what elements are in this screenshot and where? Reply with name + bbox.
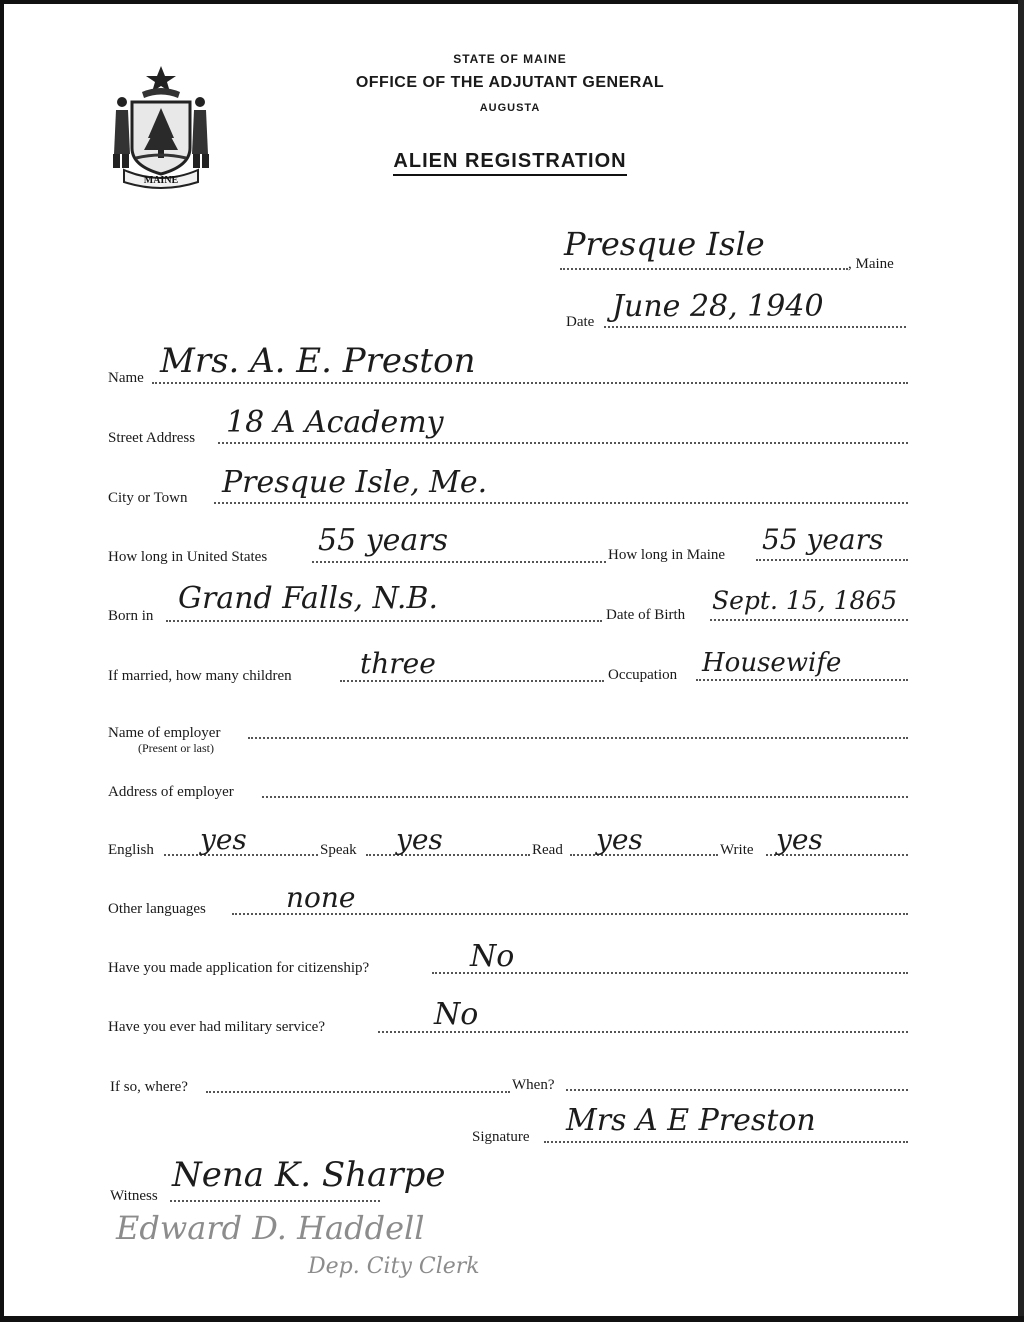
write-entry: yes xyxy=(776,823,823,856)
dob-label: Date of Birth xyxy=(606,607,686,623)
us-years-entry: 55 years xyxy=(318,523,449,558)
employer-line xyxy=(248,737,908,739)
signature-label: Signature xyxy=(472,1129,530,1145)
speak-line xyxy=(366,854,530,856)
maine-years-label: How long in Maine xyxy=(608,547,726,563)
where-label: If so, where? xyxy=(110,1079,188,1095)
employer-label: Name of employer xyxy=(108,725,221,741)
where-line xyxy=(206,1091,510,1093)
occupation-line xyxy=(696,679,908,681)
dob-line xyxy=(710,619,908,621)
english-label: English xyxy=(108,842,154,858)
date-line xyxy=(604,326,906,328)
svg-text:MAINE: MAINE xyxy=(143,175,179,186)
street-label: Street Address xyxy=(108,430,196,446)
city-heading: AUGUSTA xyxy=(479,102,541,114)
street-line xyxy=(218,442,908,444)
us-years-label: How long in United States xyxy=(108,549,268,565)
occupation-label: Occupation xyxy=(608,667,678,683)
read-line xyxy=(570,854,718,856)
maine-state-seal-icon xyxy=(108,62,214,190)
date-entry: June 28, 1940 xyxy=(612,289,824,324)
maine-years-line xyxy=(756,559,908,561)
when-label: When? xyxy=(512,1077,555,1093)
form-title: ALIEN REGISTRATION xyxy=(393,150,626,176)
witness-second-entry: Edward D. Haddell xyxy=(116,1209,425,1247)
scan-border-bottom xyxy=(0,1316,1024,1322)
witness-second-title: Dep. City Clerk xyxy=(308,1254,480,1279)
employer-address-line xyxy=(262,796,908,798)
when-line xyxy=(566,1089,908,1091)
name-label: Name xyxy=(108,370,144,386)
speak-entry: yes xyxy=(396,823,443,856)
scan-border-right xyxy=(1018,0,1024,1322)
scan-border-left xyxy=(0,0,4,1322)
city-label: City or Town xyxy=(108,490,188,506)
children-line xyxy=(340,680,604,682)
write-label: Write xyxy=(720,842,754,858)
us-years-line xyxy=(312,561,606,563)
children-entry: three xyxy=(360,647,436,680)
citizenship-entry: No xyxy=(470,939,515,974)
state-heading: STATE OF MAINE xyxy=(453,52,567,66)
city-line xyxy=(214,502,908,504)
city-entry: Presque Isle, Me. xyxy=(222,465,488,500)
military-entry: No xyxy=(434,997,479,1032)
dob-entry: Sept. 15, 1865 xyxy=(712,586,898,615)
children-label: If married, how many children xyxy=(108,668,292,684)
read-label: Read xyxy=(532,842,563,858)
street-entry: 18 A Academy xyxy=(226,405,444,440)
witness-label: Witness xyxy=(110,1188,158,1204)
read-entry: yes xyxy=(596,823,643,856)
name-line xyxy=(152,382,908,384)
maine-years-entry: 55 years xyxy=(762,523,884,556)
place-line xyxy=(560,268,848,270)
maine-label: , Maine xyxy=(848,256,894,272)
other-languages-entry: none xyxy=(286,881,356,914)
place-entry: Presque Isle xyxy=(564,225,765,263)
speak-label: Speak xyxy=(320,842,357,858)
military-label: Have you ever had military service? xyxy=(108,1019,325,1035)
born-line xyxy=(166,620,602,622)
signature-line xyxy=(544,1141,908,1143)
employer-address-label: Address of employer xyxy=(108,784,234,800)
born-entry: Grand Falls, N.B. xyxy=(178,581,439,616)
occupation-entry: Housewife xyxy=(702,648,842,678)
office-heading: OFFICE OF THE ADJUTANT GENERAL xyxy=(355,74,665,91)
date-label: Date xyxy=(566,314,595,330)
english-entry: yes xyxy=(200,823,247,856)
witness-entry: Nena K. Sharpe xyxy=(172,1155,446,1195)
employer-sublabel: (Present or last) xyxy=(138,741,214,755)
name-entry: Mrs. A. E. Preston xyxy=(160,341,476,381)
citizenship-label: Have you made application for citizenship? xyxy=(108,960,370,976)
other-languages-label: Other languages xyxy=(108,901,206,917)
witness-line xyxy=(170,1200,380,1202)
signature-entry: Mrs A E Preston xyxy=(566,1103,816,1138)
page-title xyxy=(330,150,690,173)
born-label: Born in xyxy=(108,608,154,624)
scan-border-top xyxy=(0,0,1024,4)
